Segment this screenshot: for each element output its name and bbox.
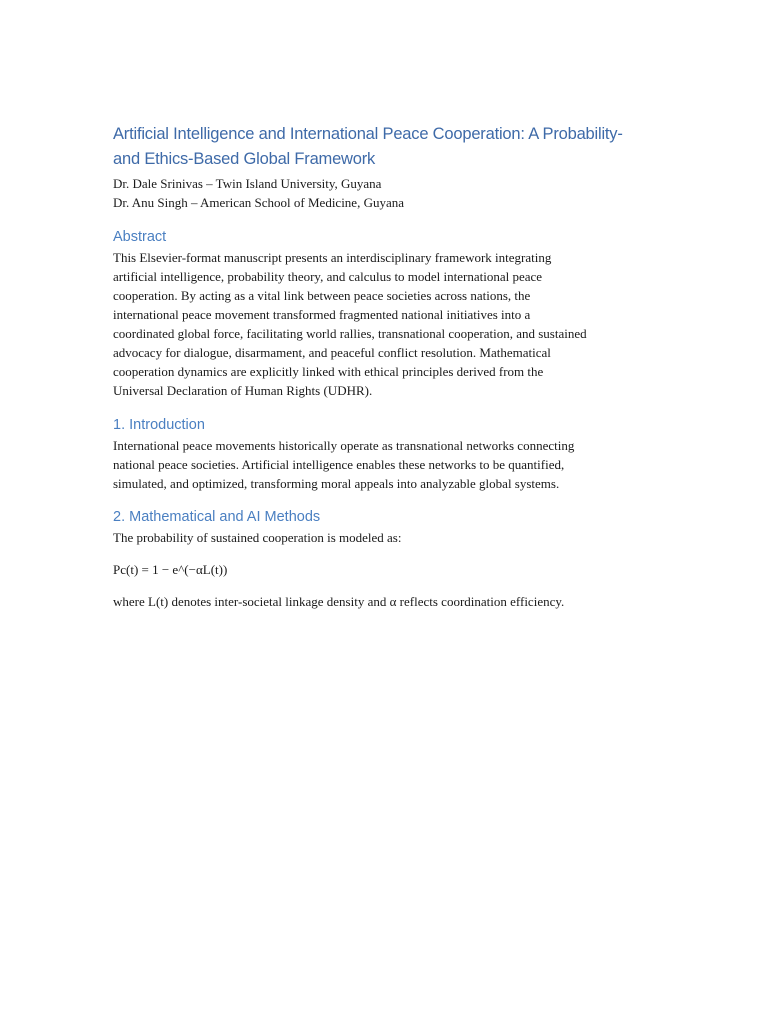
paper-title bbox=[113, 122, 658, 172]
text-line: national peace societies. Artificial intelligence enables these networks to be quantified, bbox=[113, 457, 565, 472]
author-line: Dr. Anu Singh – American School of Medicine, Guyana bbox=[113, 195, 405, 210]
introduction-heading: 1. Introduction bbox=[113, 417, 205, 433]
text-line: International peace movements historically operate as transnational networks connecting bbox=[113, 438, 575, 453]
introduction-body bbox=[113, 436, 658, 493]
text-line: Universal Declaration of Human Rights (UDHR). bbox=[113, 383, 373, 398]
methods-intro: The probability of sustained cooperation is modeled as: bbox=[113, 530, 402, 545]
text-line: artificial intelligence, probability theory, and calculus to model international peace bbox=[113, 269, 543, 284]
title-line-2: and Ethics-Based Global Framework bbox=[113, 150, 376, 168]
text-line: cooperation. By acting as a vital link between peace societies across nations, the bbox=[113, 288, 531, 303]
author-line: Dr. Dale Srinivas – Twin Island University, Guyana bbox=[113, 176, 382, 191]
text-line: This Elsevier-format manuscript presents an interdisciplinary framework integrating bbox=[113, 250, 552, 265]
author-list bbox=[113, 174, 658, 212]
methods-heading: 2. Mathematical and AI Methods bbox=[113, 509, 321, 525]
text-line: cooperation dynamics are explicitly linked with ethical principles derived from the bbox=[113, 364, 544, 379]
paper-page bbox=[113, 122, 658, 611]
abstract-heading: Abstract bbox=[113, 229, 167, 245]
abstract-body bbox=[113, 248, 658, 400]
text-line: simulated, and optimized, transforming moral appeals into analyzable global systems. bbox=[113, 476, 560, 491]
cooperation-formula: Pc(t) = 1 − e^(−αL(t)) bbox=[113, 562, 228, 577]
formula-explanation: where L(t) denotes inter-societal linkage density and α reflects coordination efficiency. bbox=[113, 594, 565, 609]
text-line: coordinated global force, facilitating world rallies, transnational cooperation, and sustained bbox=[113, 326, 587, 341]
title-line-1: Artificial Intelligence and International Peace Cooperation: A Probability- bbox=[113, 125, 623, 143]
text-line: advocacy for dialogue, disarmament, and peaceful conflict resolution. Mathematical bbox=[113, 345, 551, 360]
text-line: international peace movement transformed fragmented national initiatives into a bbox=[113, 307, 531, 322]
